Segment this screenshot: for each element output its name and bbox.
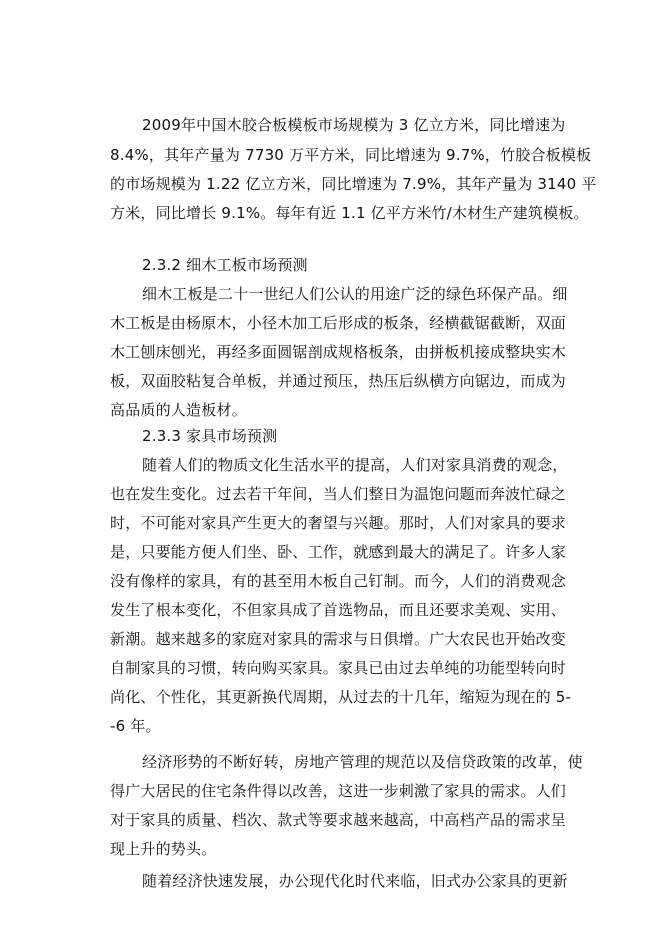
paragraph-line: 木工板是由杨原木，小径木加工后形成的板条，经横截锯截断，双面: [110, 314, 567, 332]
paragraph-line: 2009年中国木胶合板模板市场规模为 3 亿立方米，同比增速为: [142, 116, 566, 134]
paragraph-line: 细木工板是二十一世纪人们公认的用途广泛的绿色环保产品。细: [142, 285, 568, 303]
paragraph-line: 时，不可能对家具产生更大的奢望与兴趣。那时，人们对家具的要求: [110, 514, 567, 532]
paragraph-line: 没有像样的家具，有的甚至用木板自己钉制。而今，人们的消费观念: [110, 572, 567, 590]
paragraph-line: 现上升的势头。: [110, 840, 217, 858]
section-heading-blockboard: 2.3.2 细木工板市场预测: [142, 256, 308, 274]
paragraph-line: 经济形势的不断好转，房地产管理的规范以及信贷政策的改革，使: [142, 753, 583, 771]
paragraph-line: -6 年。: [110, 717, 161, 735]
paragraph-line: 也在发生变化。过去若干年间，当人们整日为温饱问题而奔波忙碌之: [110, 485, 567, 503]
paragraph-line: 8.4%，其年产量为 7730 万平方米，同比增速为 9.7%，竹胶合板模板: [110, 146, 592, 164]
paragraph-line: 对于家具的质量、档次、款式等要求越来越高，中高档产品的需求呈: [110, 811, 567, 829]
paragraph-line: 随着人们的物质文化生活水平的提高，人们对家具消费的观念，: [142, 456, 568, 474]
paragraph-line: 尚化、个性化，其更新换代周期，从过去的十几年，缩短为现在的 5-: [110, 688, 572, 706]
paragraph-line: 随着经济快速发展，办公现代化时代来临，旧式办公家具的更新: [142, 872, 568, 890]
paragraph-line: 自制家具的习惯，转向购买家具。家具已由过去单纯的功能型转向时: [110, 659, 567, 677]
paragraph-line: 的市场规模为 1.22 亿立方米，同比增速为 7.9%，其年产量为 3140 平: [110, 175, 597, 193]
paragraph-line: 板，双面胶粘复合单板，并通过预压，热压后纵横方向锯边，而成为: [110, 372, 567, 390]
section-heading-furniture: 2.3.3 家具市场预测: [142, 427, 278, 445]
paragraph-line: 新潮。越来越多的家庭对家具的需求与日俱增。广大农民也开始改变: [110, 630, 567, 648]
paragraph-line: 木工刨床刨光，再经多面圆锯剖成规格板条，由拼板机接成整块实木: [110, 343, 567, 361]
paragraph-line: 得广大居民的住宅条件得以改善，这进一步刺激了家具的需求。人们: [110, 782, 567, 800]
paragraph-line: 高品质的人造板材。: [110, 401, 247, 419]
paragraph-line: 方米，同比增长 9.1%。每年有近 1.1 亿平方米竹/木材生产建筑模板。: [110, 204, 589, 222]
paragraph-line: 是，只要能方便人们坐、卧、工作，就感到最大的满足了。许多人家: [110, 543, 567, 561]
paragraph-line: 发生了根本变化，不但家具成了首选物品，而且还要求美观、实用、: [110, 601, 567, 619]
